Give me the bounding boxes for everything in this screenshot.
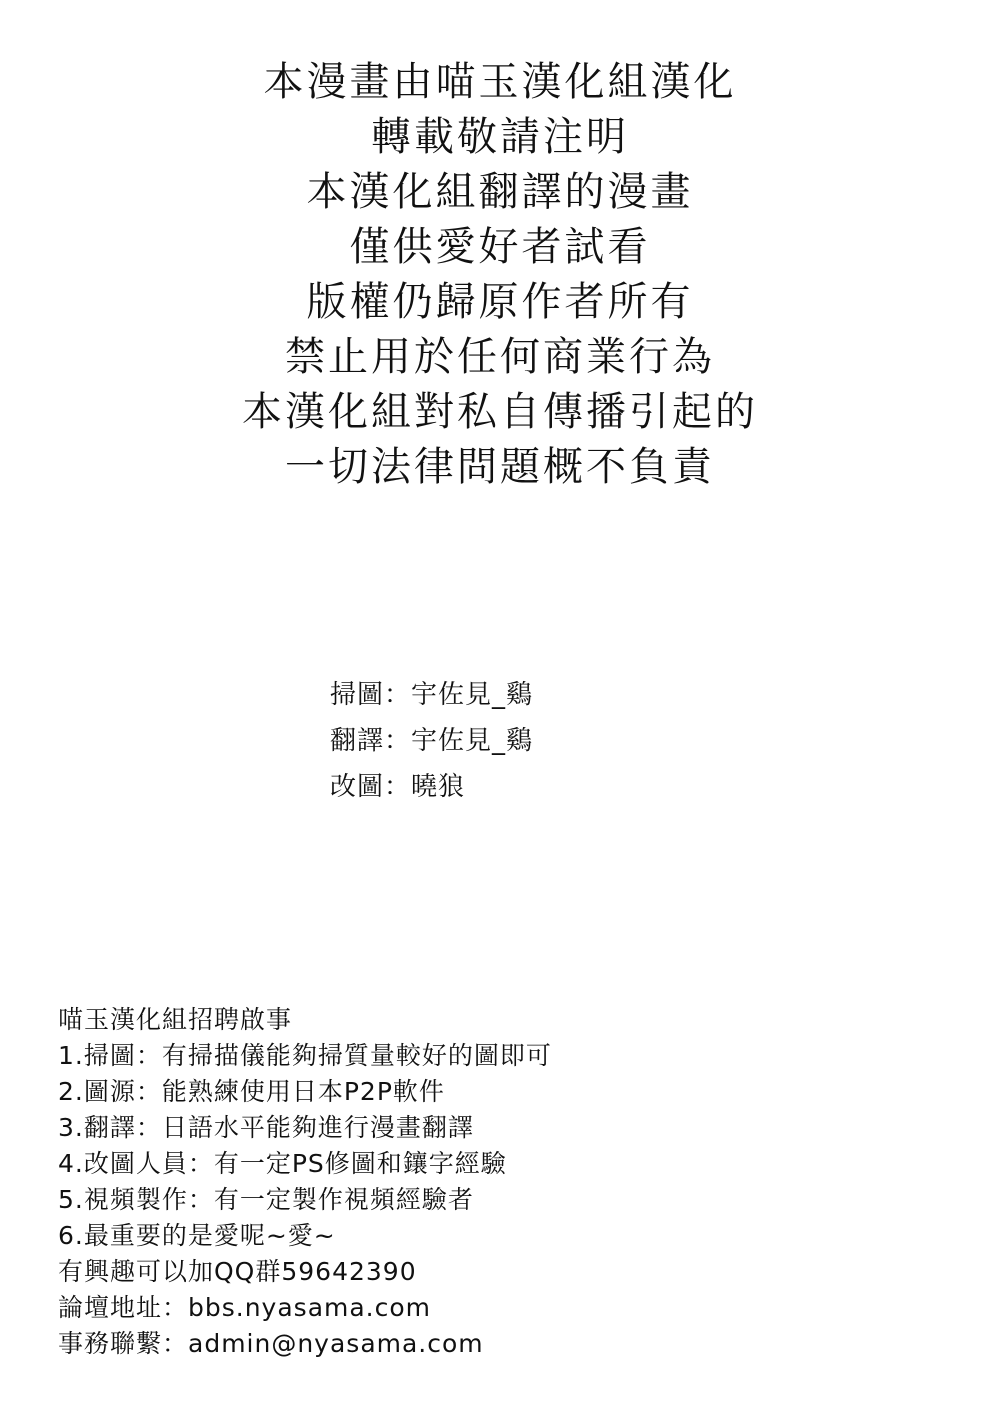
disclaimer-line: 版權仍歸原作者所有 [306,279,694,325]
credit-name: 宇佐見_鷄 [411,680,534,710]
recruitment-item: 5.視頻製作：有一定製作視頻經驗者 [58,1185,474,1214]
contact-email-line: 事務聯繫：admin@nyasama.com [58,1329,484,1358]
credit-role: 改圖： [330,772,412,802]
recruitment-item: 1.掃圖：有掃描儀能夠掃質量較好的圖即可 [58,1041,552,1070]
credit-scan [330,672,533,718]
recruitment-item: 2.圖源：能熟練使用日本P2P軟件 [58,1077,445,1106]
disclaimer-line: 轉載敬請注明 [371,114,629,160]
recruitment-notice [58,1002,552,1362]
credit-role: 掃圖： [330,680,412,710]
recruitment-item: 3.翻譯：日語水平能夠進行漫畫翻譯 [58,1113,474,1142]
recruitment-title: 喵玉漢化組招聘啟事 [58,1005,293,1034]
disclaimer-line: 僅供愛好者試看 [349,224,651,270]
disclaimer-line: 本漫畫由喵玉漢化組漢化 [263,59,737,105]
disclaimer-line: 本漢化組對私自傳播引起的 [242,389,758,435]
disclaimer-line: 禁止用於任何商業行為 [285,334,715,380]
disclaimer-block [0,55,1000,495]
credits-block [330,672,533,810]
credit-role: 翻譯： [330,726,412,756]
recruitment-item: 4.改圖人員：有一定PS修圖和鑲字經驗 [58,1149,507,1178]
disclaimer-line: 本漢化組翻譯的漫畫 [306,169,694,215]
disclaimer-line: 一切法律問題概不負責 [285,444,715,490]
qq-group-line: 有興趣可以加QQ群59642390 [58,1257,417,1286]
recruitment-item: 6.最重要的是愛呢~愛~ [58,1221,336,1250]
credit-edit [330,764,533,810]
credit-name: 曉狼 [411,772,466,802]
forum-address-line: 論壇地址：bbs.nyasama.com [58,1293,432,1322]
credit-name: 宇佐見_鷄 [411,726,534,756]
credit-translation [330,718,533,764]
